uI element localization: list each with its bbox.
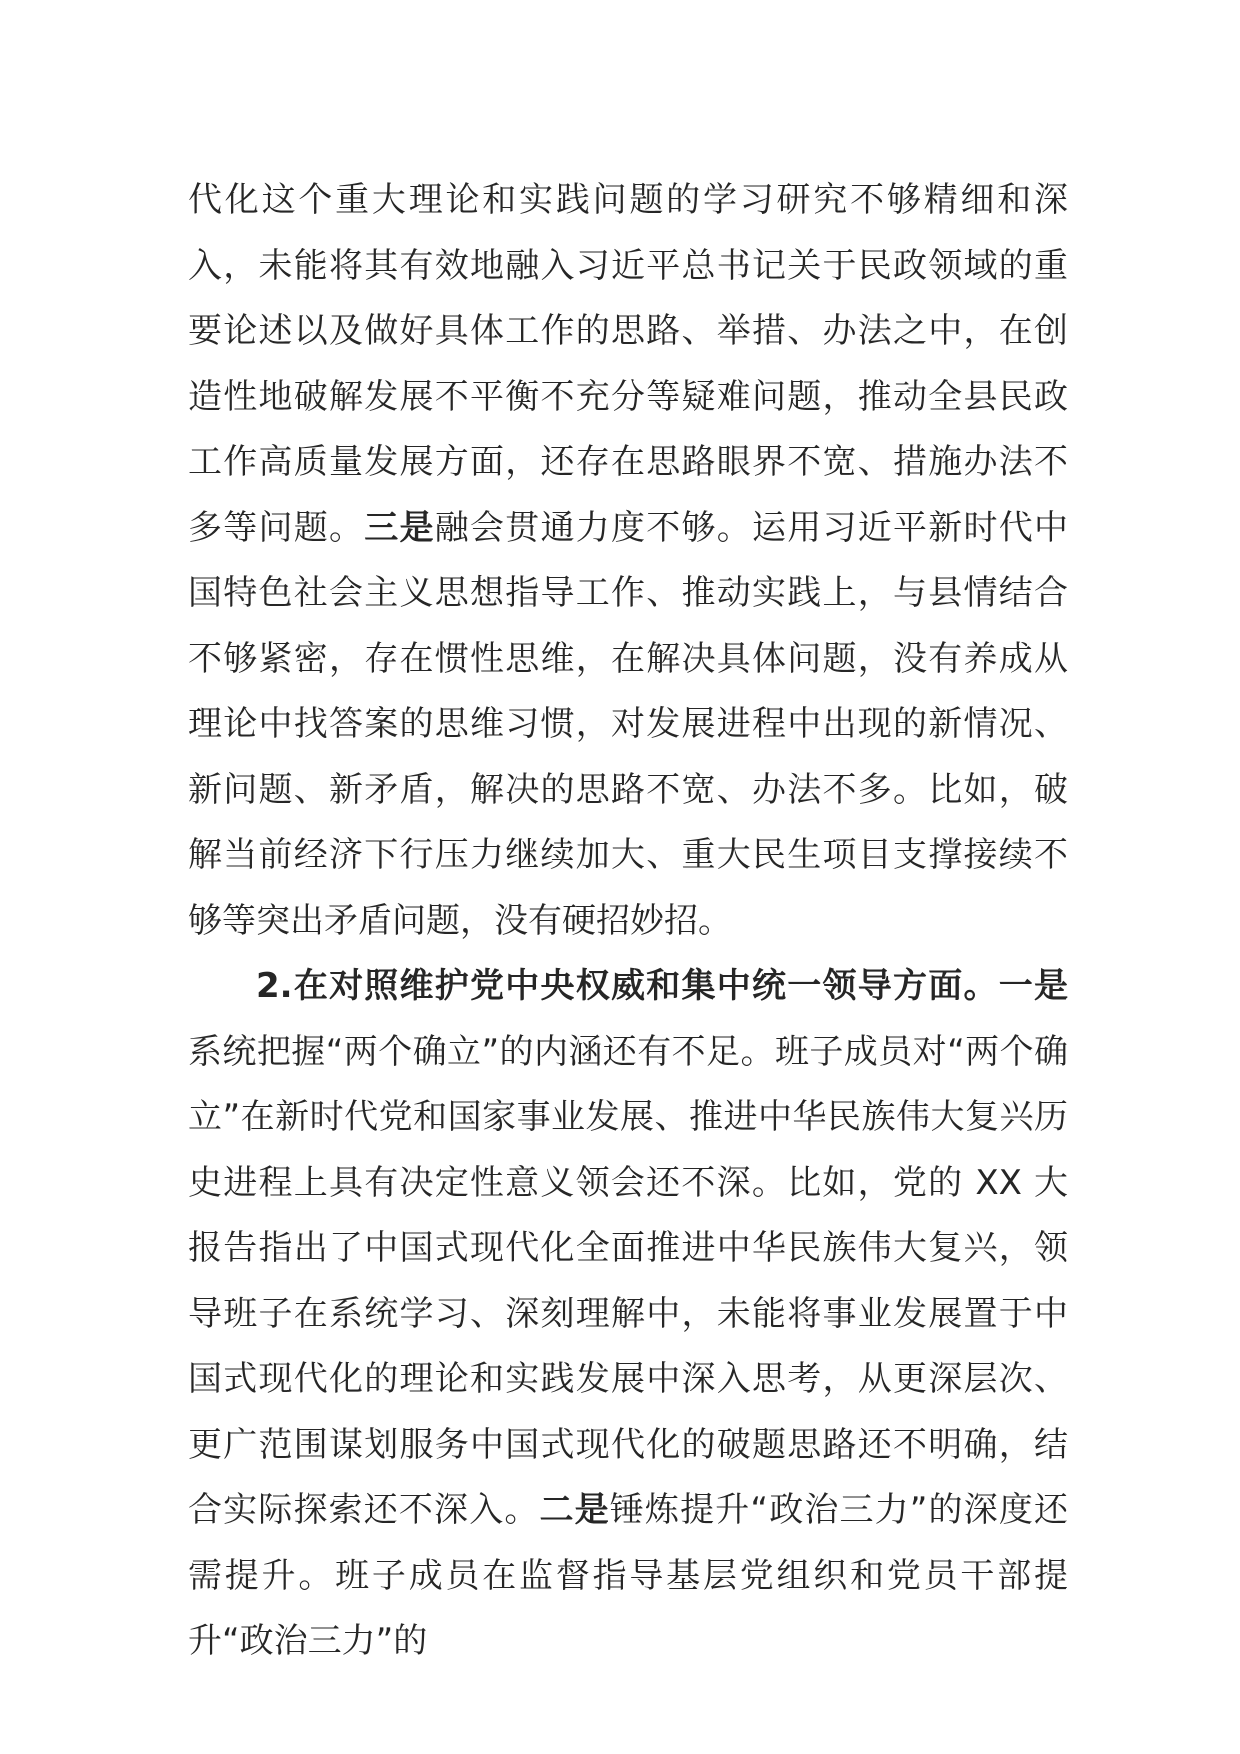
paragraph-continued bbox=[188, 168, 1068, 954]
document-body bbox=[188, 168, 1068, 1675]
paragraph-text: 代化这个重大理论和实践问题的学习研究不够精细和深入，未能将其有效地融入习近平总书记关于民政领域的重要论述以及做好具体工作的思路、举措、办法之中，在创造性地破解发展不平衡不充分等疑难问题，推动全县民政工作高质量发展方面，还存在思路眼界不宽、措施办法不多等问题。 bbox=[188, 180, 1068, 548]
section-heading: 2.在对照维护党中央权威和集中统一领导方面。一是 bbox=[256, 966, 1068, 1006]
paragraph-text: 锤炼提升“政治三力”的深度还需提升。班子成员在监督指导基层党组织和党员干部提升“政治三力”的 bbox=[188, 1490, 1069, 1661]
paragraph-text: 系统把握“两个确立”的内涵还有不足。班子成员对“两个确立”在新时代党和国家事业发展、推进中华民族伟大复兴历史进程上具有决定性意义领会还不深。比如，党的 XX 大报告指出了中国式现代化全面推进中华民族伟大复兴，领导班子在系统学习、深刻理解中，未能将事业发展置于中国式现代化的理论和实践发展中深入思考，从更深层次、更广范围谋划服务中国式现代化的破题思路还不明确，结合实际探索还不深入。 bbox=[188, 1031, 1068, 1530]
paragraph-text: 融会贯通力度不够。运用习近平新时代中国特色社会主义思想指导工作、推动实践上，与县情结合不够紧密，存在惯性思维，在解决具体问题，没有养成从理论中找答案的思维习惯，对发展进程中出现的新情况、新问题、新矛盾，解决的思路不宽、办法不多。比如，破解当前经济下行压力继续加大、重大民生项目支撑接续不够等突出矛盾问题，没有硬招妙招。 bbox=[188, 507, 1068, 941]
bold-marker: 二是 bbox=[539, 1490, 610, 1530]
paragraph-section-2 bbox=[188, 954, 1068, 1675]
bold-marker: 三是 bbox=[364, 507, 435, 548]
